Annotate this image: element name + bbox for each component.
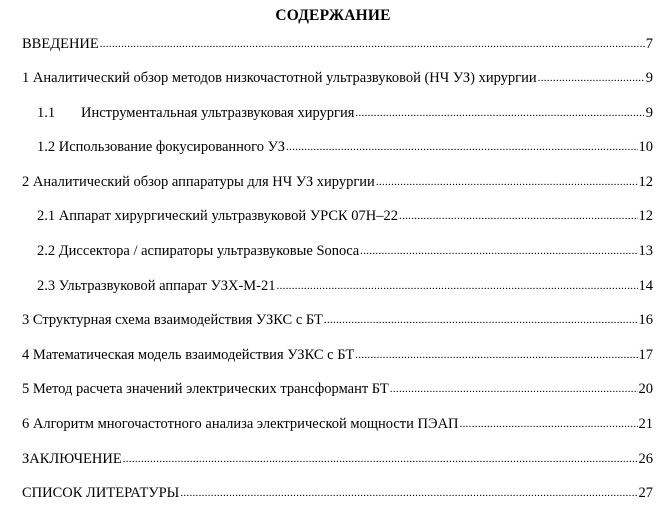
toc-page-number: 14	[638, 278, 653, 294]
toc-dot-leader	[355, 345, 637, 364]
toc-entry-section-4	[22, 346, 653, 365]
toc-entry-text: ВВЕДЕНИЕ	[22, 36, 99, 52]
toc-entry-section-6	[22, 415, 653, 434]
toc-entry-text: ЗАКЛЮЧЕНИЕ	[22, 451, 122, 467]
toc-page-number: 12	[638, 174, 653, 190]
toc-page-number: 16	[638, 312, 653, 328]
toc-page-number: 26	[638, 451, 653, 467]
toc-page-number: 9	[645, 70, 653, 86]
toc-page-number: 10	[638, 139, 653, 155]
toc-dot-leader	[376, 172, 638, 191]
toc-entry-text: 1 Аналитический обзор методов низкочастотной ультразвуковой (НЧ УЗ) хирургии	[22, 70, 537, 86]
toc-dot-leader	[324, 310, 638, 329]
toc-entry-section-2-2	[37, 242, 653, 261]
toc-entry-section-1-1	[37, 104, 653, 123]
toc-dot-leader	[390, 379, 638, 398]
toc-page-number: 20	[638, 381, 653, 397]
toc-page-number: 7	[645, 36, 653, 52]
toc-entry-text: 5 Метод расчета значений электрических трансформант БТ	[22, 381, 389, 397]
toc-page-number: 13	[638, 243, 653, 259]
toc-dot-leader	[180, 483, 637, 502]
toc-entry-section-2-3	[37, 277, 653, 296]
toc-entry-section-5	[22, 380, 653, 399]
toc-entry-text: 2.3 Ультразвуковой аппарат УЗХ-М-21	[37, 278, 276, 294]
toc-dot-leader	[100, 34, 645, 53]
toc-entry-section-2-1	[37, 207, 653, 226]
toc-page-number: 9	[645, 105, 653, 121]
toc-dot-leader	[360, 241, 637, 260]
toc-entry-title: Инструментальная ультразвуковая хирургия	[81, 105, 355, 121]
toc-dot-leader	[460, 414, 638, 433]
toc-entry-references	[22, 484, 653, 503]
toc-page-number: 17	[638, 347, 653, 363]
toc-entry-text	[37, 104, 354, 122]
toc-entry-text: 2.2 Диссектора / аспираторы ультразвуковые Sonoca	[37, 243, 360, 259]
toc-entry-text: 2.1 Аппарат хирургический ультразвуковой УРСК 07Н–22	[37, 208, 399, 224]
toc-dot-leader	[538, 68, 645, 87]
toc-entry-section-1	[22, 69, 653, 88]
toc-dot-leader	[286, 137, 638, 156]
toc-entry-text: СПИСОК ЛИТЕРАТУРЫ	[22, 485, 180, 501]
toc-entry-text: 6 Алгоритм многочастотного анализа электрической мощности ПЭАП	[22, 416, 459, 432]
toc-entry-section-3	[22, 311, 653, 330]
toc-entry-section-1-2	[37, 138, 653, 157]
toc-entry-conclusion	[22, 450, 653, 469]
toc-entry-text: 2 Аналитический обзор аппаратуры для НЧ УЗ хирургии	[22, 174, 375, 190]
toc-title: СОДЕРЖАНИЕ	[275, 7, 391, 24]
toc-page-number: 12	[638, 208, 653, 224]
toc-dot-leader	[276, 276, 637, 295]
toc-entry-number: 1.1	[37, 105, 56, 121]
toc-entry-text: 1.2 Использование фокусированного УЗ	[37, 139, 285, 155]
toc-entry-section-2	[22, 173, 653, 192]
toc-entry-text: 3 Структурная схема взаимодействия УЗКС с БТ	[22, 312, 323, 328]
toc-entry-text: 4 Математическая модель взаимодействия УЗКС с БТ	[22, 347, 355, 363]
toc-entry-introduction	[22, 35, 653, 54]
toc-dot-leader	[399, 206, 637, 225]
toc-dot-leader	[123, 449, 638, 468]
toc-page-number: 27	[638, 485, 653, 501]
toc-page-number: 21	[638, 416, 653, 432]
toc-dot-leader	[355, 103, 644, 122]
